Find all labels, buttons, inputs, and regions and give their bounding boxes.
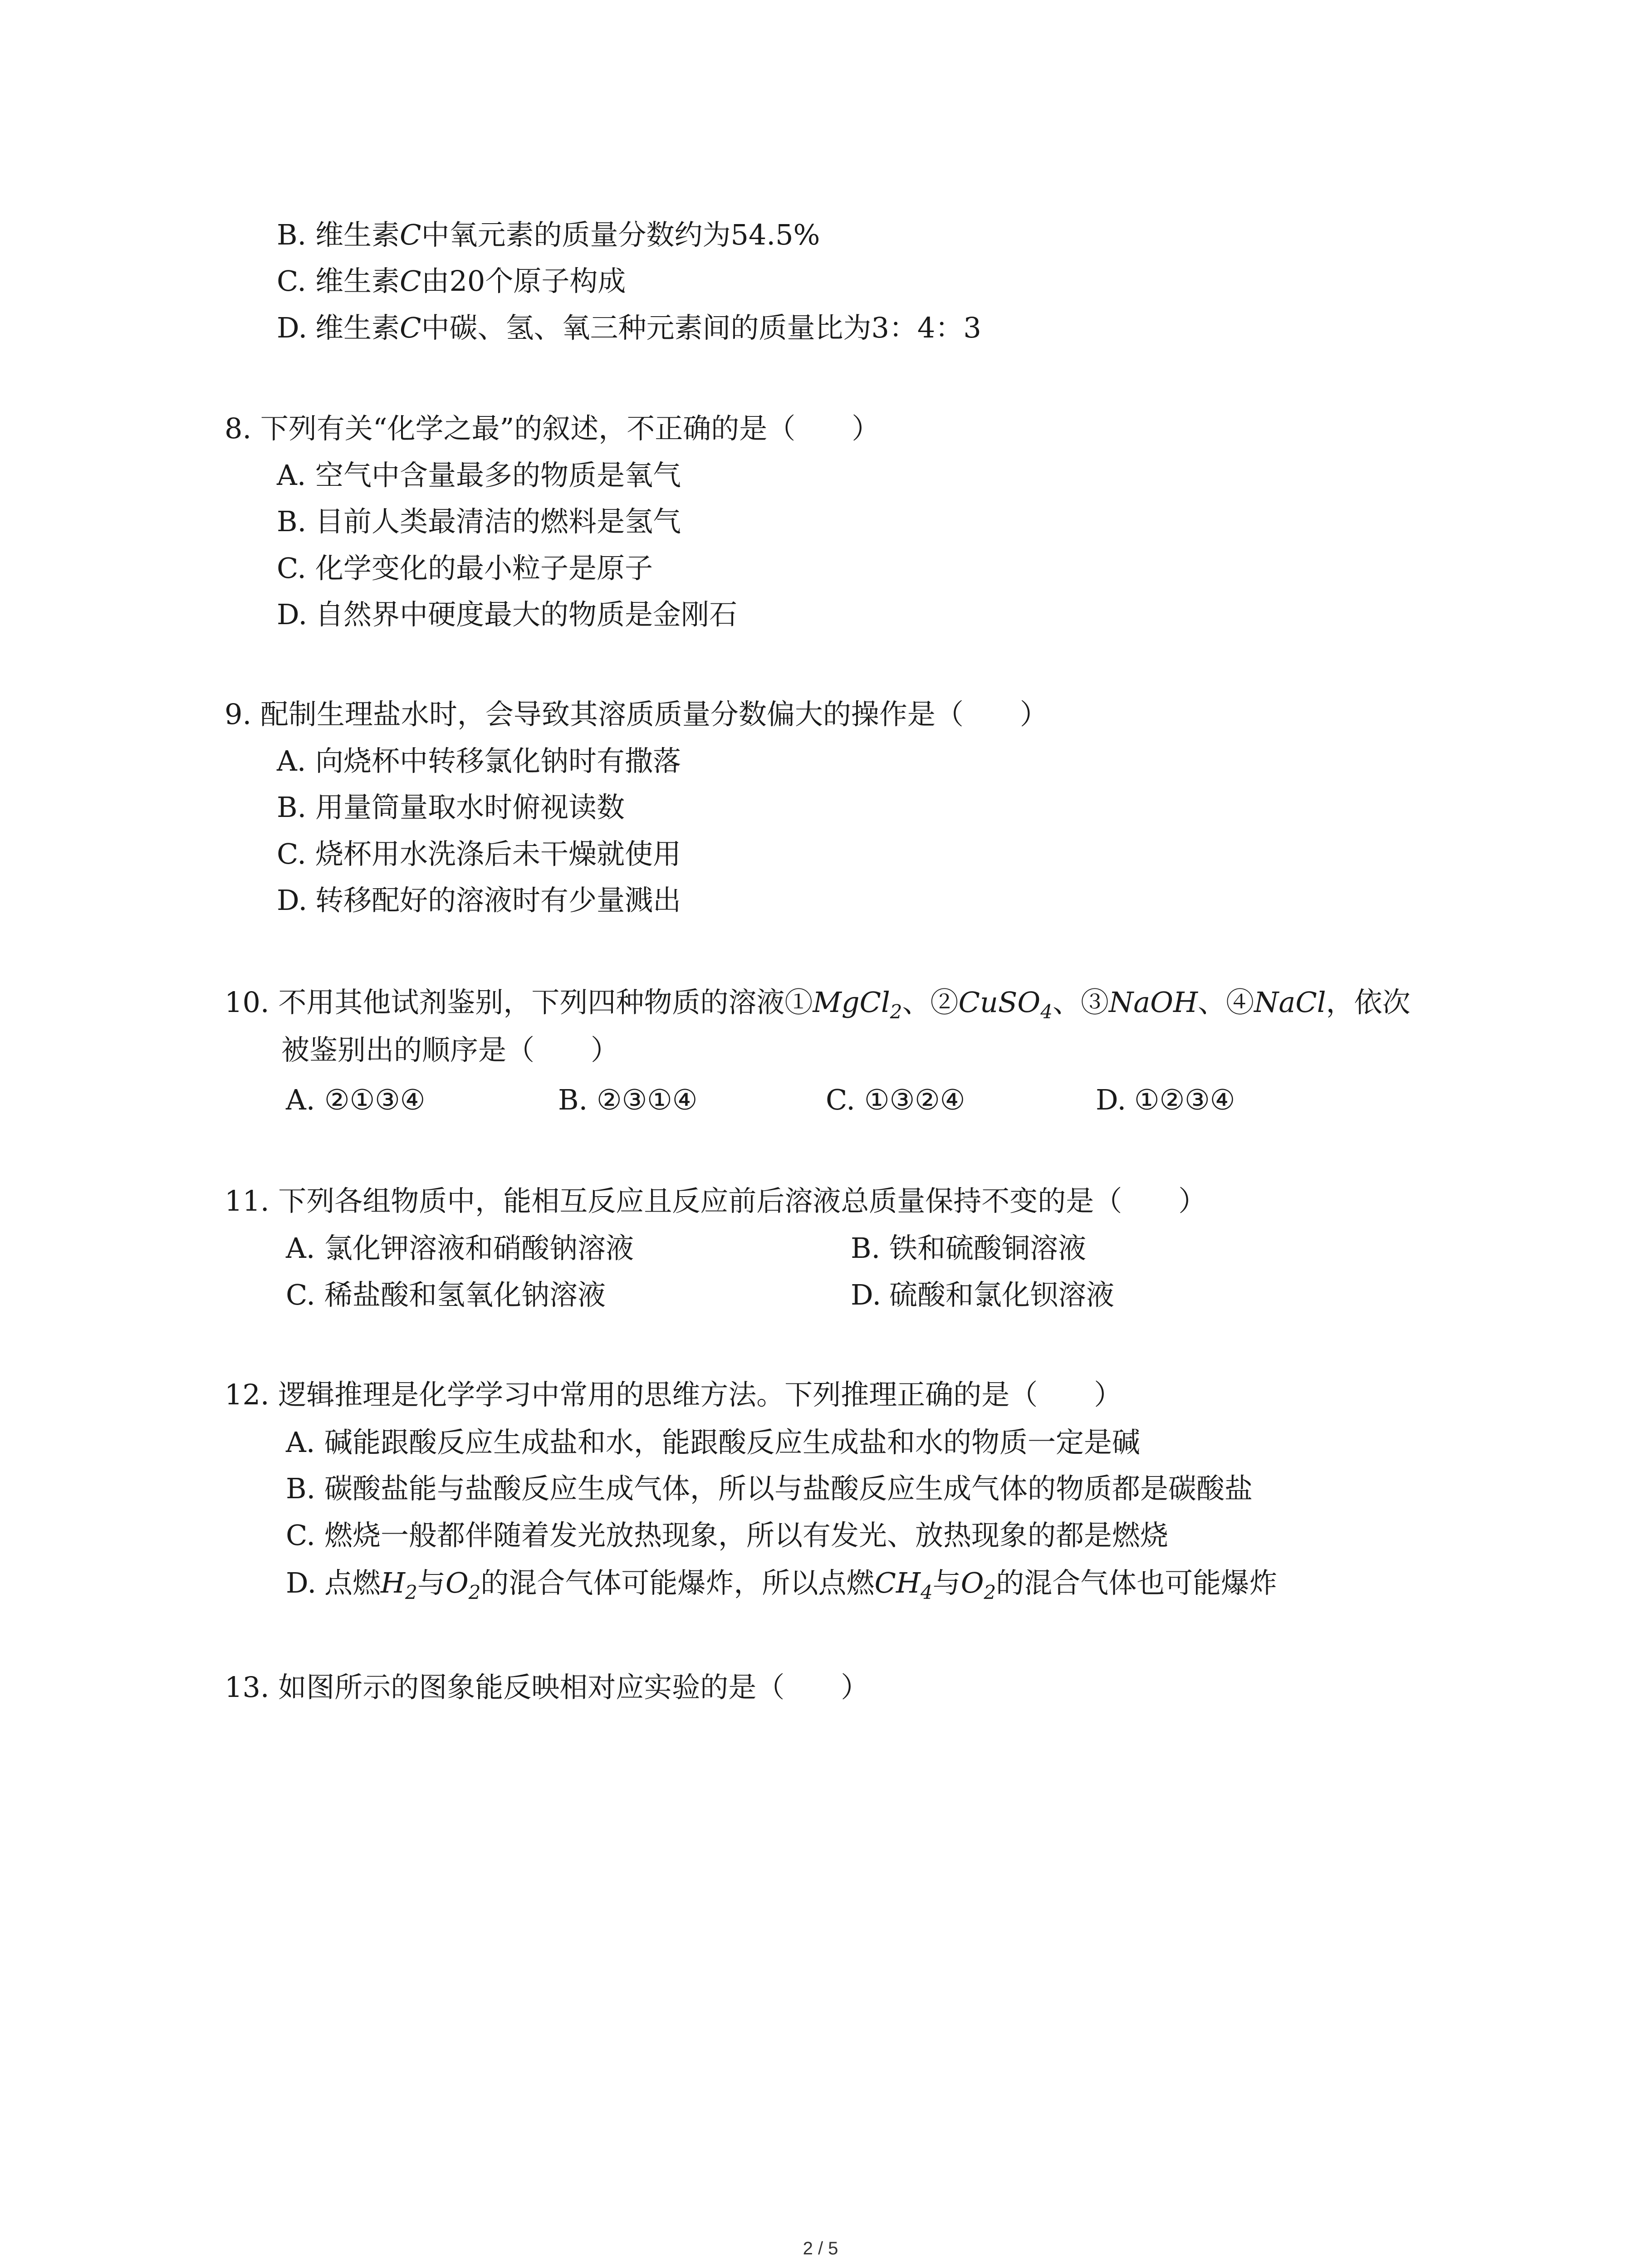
formula-subscript: 4 bbox=[1040, 1001, 1053, 1023]
formula-c: C bbox=[400, 264, 421, 298]
formula-text: CH bbox=[874, 1566, 921, 1599]
option-text-part: 与 bbox=[932, 1566, 961, 1599]
option-text-part: 的混合气体可能爆炸，所以点燃 bbox=[480, 1566, 875, 1599]
question-number: 10. bbox=[225, 986, 269, 1019]
option-label: C. bbox=[277, 837, 306, 870]
option-label: B. bbox=[558, 1083, 588, 1116]
option-label: B. bbox=[277, 505, 307, 538]
q10-stem-continuation: 被鉴别出的顺序是（ ） bbox=[281, 1033, 619, 1066]
formula-h2 bbox=[381, 1566, 417, 1603]
option-text-part: 中氧元素的质量分数约为54.5% bbox=[421, 218, 820, 251]
option-text: 向烧杯中转移氯化钠时有撒落 bbox=[315, 744, 681, 777]
option-text-part: 点燃 bbox=[324, 1566, 381, 1599]
q9-option-a bbox=[277, 743, 681, 779]
option-text: ①③②④ bbox=[864, 1083, 965, 1116]
option-label: D. bbox=[277, 598, 308, 631]
option-text: 自然界中硬度最大的物质是金刚石 bbox=[315, 598, 738, 631]
option-label: D. bbox=[277, 311, 308, 344]
q9-stem: 9. 配制生理盐水时，会导致其溶质质量分数偏大的操作是（ ） bbox=[225, 698, 1048, 731]
option-text-part: 维生素 bbox=[315, 218, 400, 251]
option-label: C. bbox=[286, 1519, 315, 1552]
q10-option-c bbox=[826, 1082, 965, 1118]
q8-option-d bbox=[277, 596, 737, 633]
option-text: 烧杯用水洗涤后未干燥就使用 bbox=[315, 837, 681, 870]
formula-text: O bbox=[960, 1566, 984, 1599]
option-label: B. bbox=[277, 791, 307, 824]
stem-text: 、④ bbox=[1198, 986, 1254, 1019]
q8-option-a bbox=[277, 457, 681, 494]
formula-cuso4 bbox=[958, 986, 1053, 1023]
q12-option-d bbox=[286, 1565, 1277, 1611]
option-label: B. bbox=[286, 1472, 316, 1505]
option-text-part: 维生素 bbox=[315, 264, 400, 298]
q10-option-a bbox=[286, 1082, 425, 1118]
q10-option-b bbox=[558, 1082, 697, 1118]
option-text: 稀盐酸和氢氧化钠溶液 bbox=[324, 1278, 606, 1311]
formula-subscript: 2 bbox=[405, 1581, 417, 1603]
option-text: ②③①④ bbox=[597, 1083, 698, 1116]
q12-stem: 12. 逻辑推理是化学学习中常用的思维方法。下列推理正确的是（ ） bbox=[225, 1378, 1122, 1411]
option-text: 目前人类最清洁的燃料是氢气 bbox=[315, 505, 681, 538]
formula-ch4 bbox=[874, 1566, 933, 1603]
option-text: 氯化钾溶液和硝酸钠溶液 bbox=[324, 1232, 634, 1265]
q9-option-b bbox=[277, 789, 625, 826]
formula-subscript: 4 bbox=[920, 1581, 933, 1603]
q9-option-c bbox=[277, 836, 681, 872]
option-text-part: 与 bbox=[417, 1566, 446, 1599]
option-text: 转移配好的溶液时有少量溅出 bbox=[315, 884, 681, 917]
stem-text: ，依次 bbox=[1326, 986, 1411, 1019]
formula-c: C bbox=[400, 311, 421, 344]
option-label: B. bbox=[277, 218, 307, 251]
q10-stem bbox=[225, 984, 1411, 1030]
option-text: ②①③④ bbox=[324, 1083, 426, 1116]
q7-option-c bbox=[277, 263, 626, 299]
q11-option-c bbox=[286, 1277, 606, 1313]
option-label: C. bbox=[286, 1278, 315, 1311]
q11-option-b bbox=[851, 1230, 1086, 1266]
q11-option-a bbox=[286, 1230, 634, 1266]
option-label: D. bbox=[286, 1566, 317, 1599]
q9-option-d bbox=[277, 882, 681, 919]
option-text: 燃烧一般都伴随着发光放热现象，所以有发光、放热现象的都是燃烧 bbox=[324, 1519, 1169, 1552]
option-text: 铁和硫酸铜溶液 bbox=[889, 1232, 1087, 1265]
option-label: A. bbox=[286, 1232, 315, 1265]
page-number: 2 / 5 bbox=[803, 2239, 838, 2258]
stem-text: 不用其他试剂鉴别，下列四种物质的溶液① bbox=[278, 986, 813, 1019]
option-label: A. bbox=[286, 1426, 315, 1459]
q7-option-b bbox=[277, 217, 820, 253]
option-label: C. bbox=[277, 264, 306, 298]
q12-option-c bbox=[286, 1517, 1168, 1554]
q8-option-b bbox=[277, 503, 681, 540]
formula-subscript: 2 bbox=[468, 1581, 481, 1603]
formula-text: CuSO bbox=[958, 986, 1041, 1019]
q12-option-b bbox=[286, 1471, 1253, 1507]
option-label: A. bbox=[277, 744, 306, 777]
option-label: D. bbox=[851, 1278, 882, 1311]
formula-naoh: NaOH bbox=[1108, 986, 1198, 1019]
formula-subscript: 2 bbox=[984, 1581, 996, 1603]
q11-option-d bbox=[851, 1277, 1114, 1313]
option-text: 碳酸盐能与盐酸反应生成气体，所以与盐酸反应生成气体的物质都是碳酸盐 bbox=[324, 1472, 1253, 1505]
formula-text: MgCl bbox=[813, 986, 890, 1019]
option-text: 用量筒量取水时俯视读数 bbox=[315, 791, 625, 824]
option-text: 碱能跟酸反应生成盐和水，能跟酸反应生成盐和水的物质一定是碱 bbox=[324, 1426, 1141, 1459]
stem-text: 、② bbox=[902, 986, 959, 1019]
q8-option-c bbox=[277, 550, 653, 587]
stem-text: 、③ bbox=[1052, 986, 1109, 1019]
formula-subscript: 2 bbox=[890, 1001, 902, 1023]
option-label: D. bbox=[1096, 1083, 1127, 1116]
option-label: C. bbox=[277, 552, 306, 585]
option-text: 硫酸和氯化钡溶液 bbox=[889, 1278, 1115, 1311]
q8-stem: 8. 下列有关“化学之最”的叙述，不正确的是（ ） bbox=[225, 412, 880, 445]
formula-text: O bbox=[445, 1566, 469, 1599]
option-text-part: 中碳、氢、氧三种元素间的质量比为3：4：3 bbox=[421, 311, 981, 344]
formula-o2 bbox=[445, 1566, 481, 1603]
option-text: 空气中含量最多的物质是氧气 bbox=[315, 459, 681, 492]
option-text: 化学变化的最小粒子是原子 bbox=[315, 552, 653, 585]
q12-option-a bbox=[286, 1424, 1140, 1461]
option-label: D. bbox=[277, 884, 308, 917]
formula-nacl: NaCl bbox=[1254, 986, 1326, 1019]
formula-mgcl2 bbox=[813, 986, 902, 1023]
option-text-part: 由20个原子构成 bbox=[421, 264, 626, 298]
option-text: ①②③④ bbox=[1134, 1083, 1235, 1116]
formula-o2 bbox=[960, 1566, 996, 1603]
q7-option-d bbox=[277, 310, 981, 346]
option-label: A. bbox=[286, 1083, 315, 1116]
formula-c: C bbox=[400, 218, 421, 251]
option-label: B. bbox=[851, 1232, 881, 1265]
option-text-part: 的混合气体也可能爆炸 bbox=[996, 1566, 1278, 1599]
option-label: A. bbox=[277, 459, 306, 492]
option-text-part: 维生素 bbox=[315, 311, 400, 344]
q11-stem: 11. 下列各组物质中，能相互反应且反应前后溶液总质量保持不变的是（ ） bbox=[225, 1184, 1207, 1217]
option-label: C. bbox=[826, 1083, 855, 1116]
q10-option-d bbox=[1096, 1082, 1235, 1118]
formula-text: H bbox=[381, 1566, 406, 1599]
q13-stem: 13. 如图所示的图象能反映相对应实验的是（ ） bbox=[225, 1671, 869, 1704]
